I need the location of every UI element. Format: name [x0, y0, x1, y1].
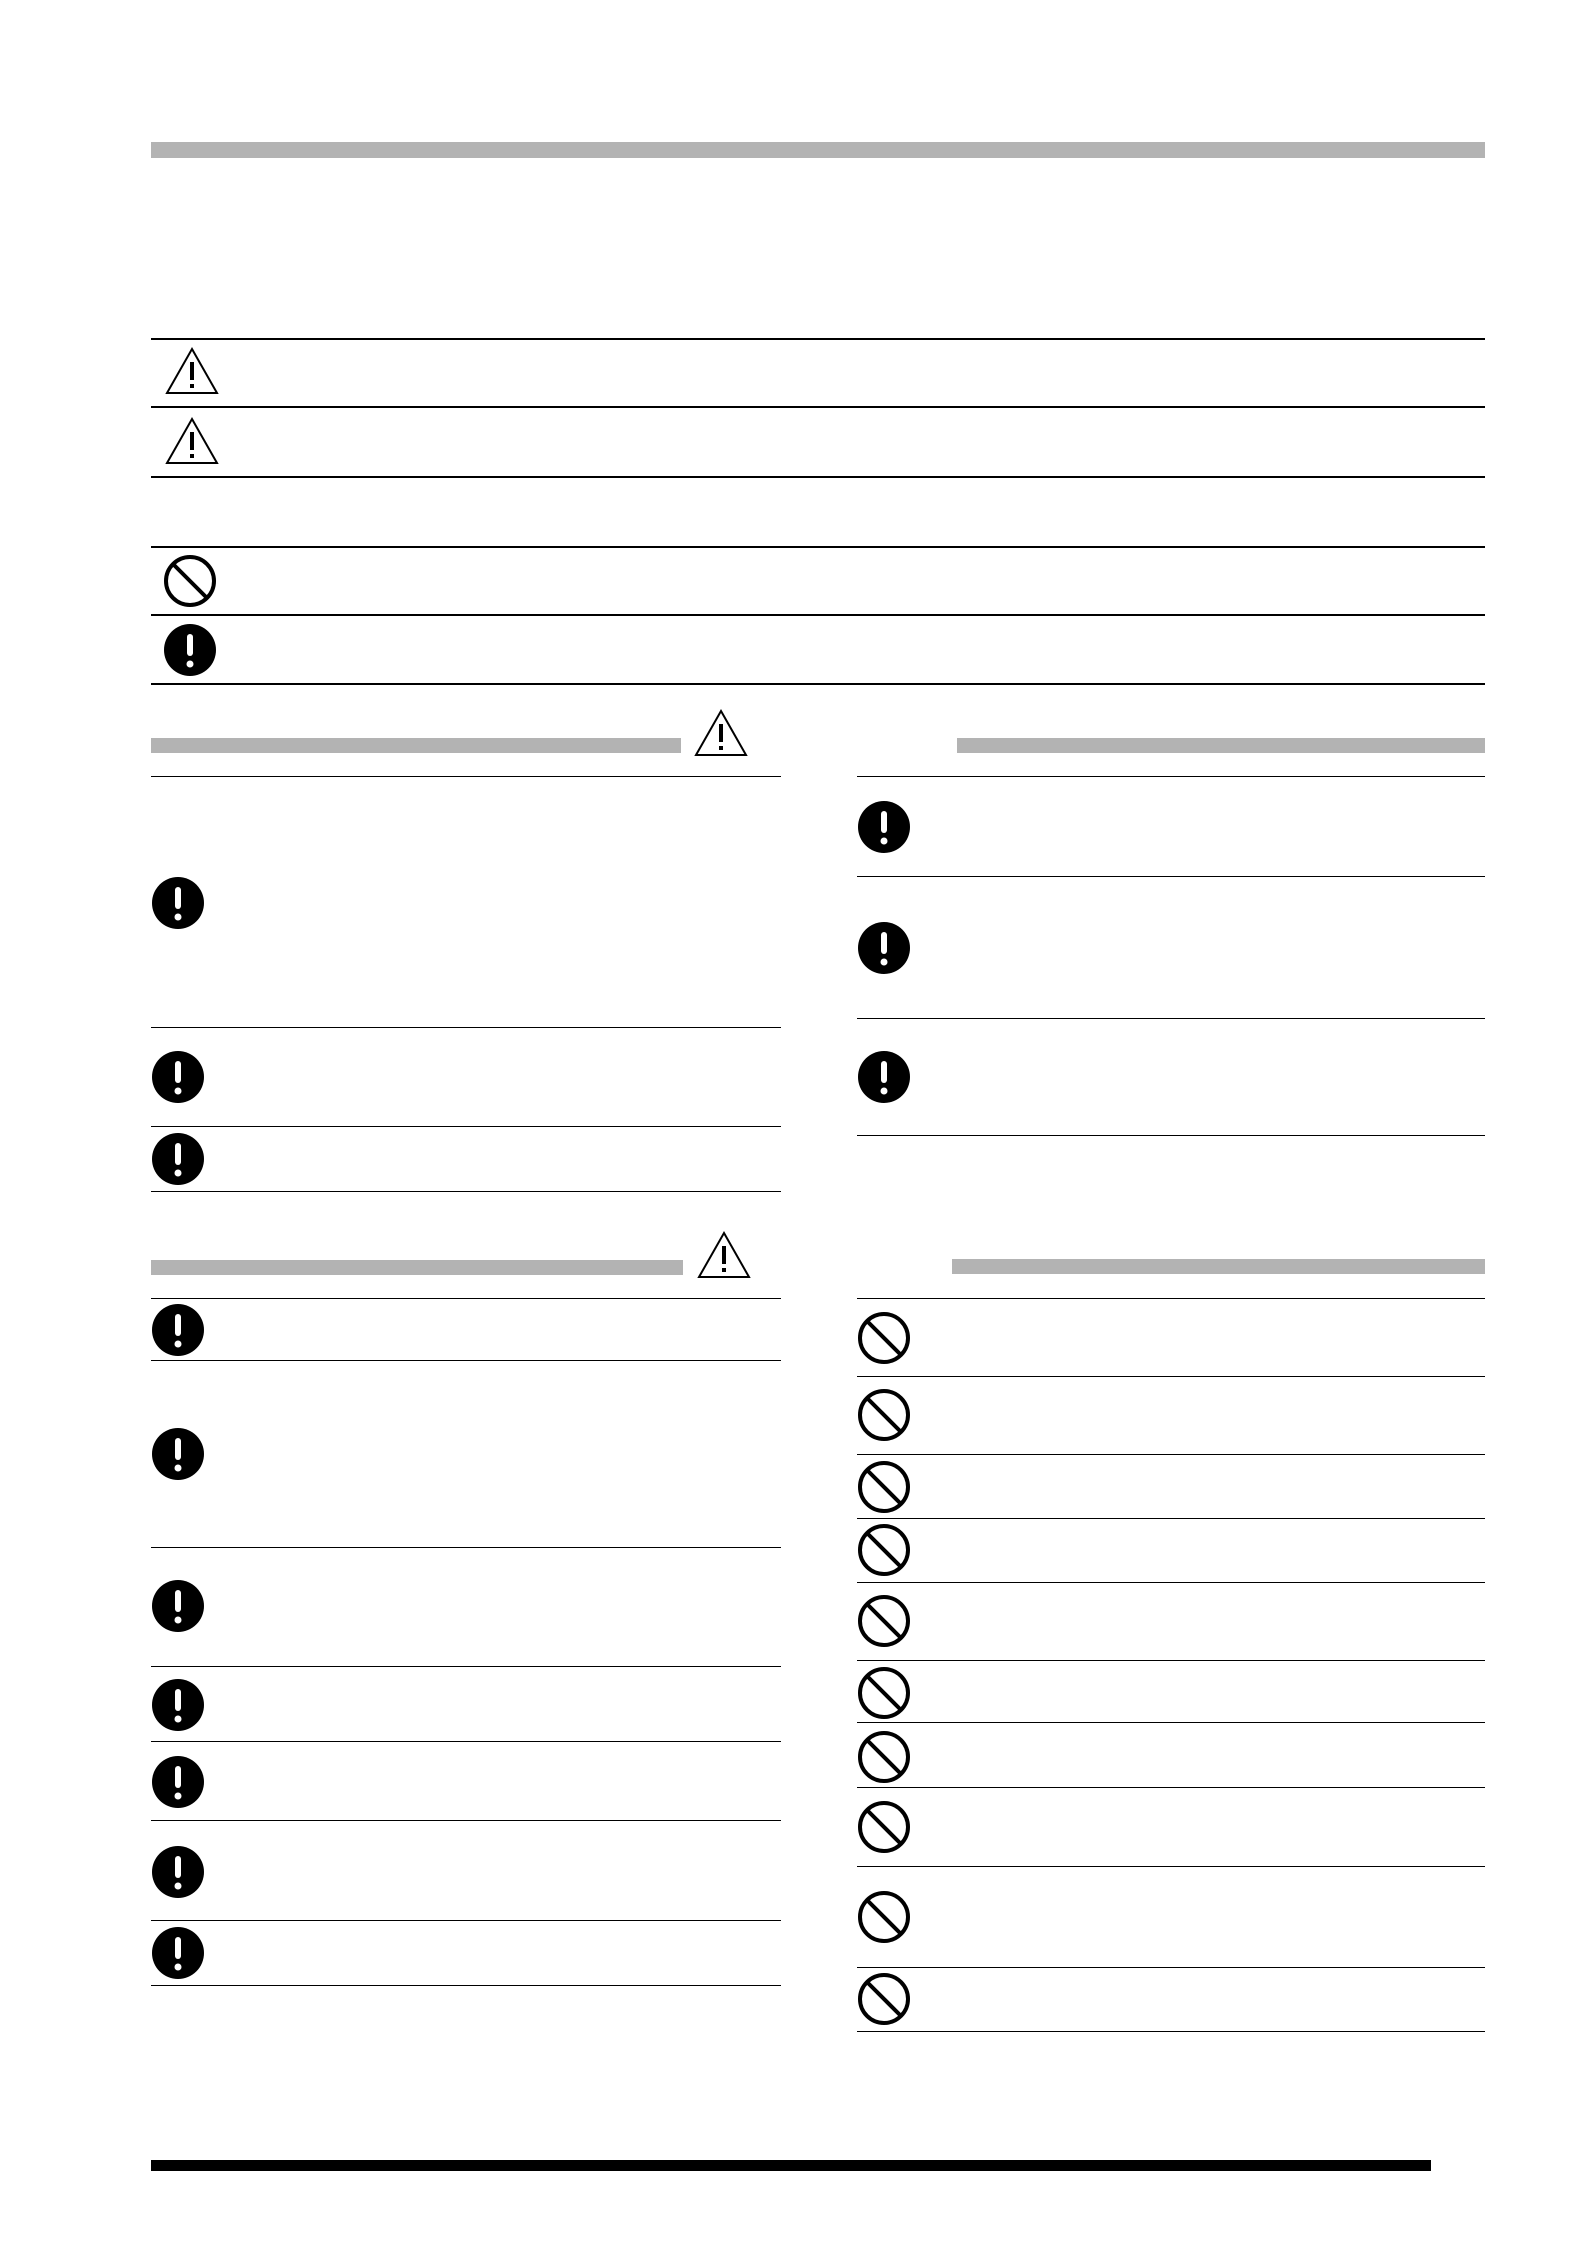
prohibition-icon [857, 1890, 911, 1944]
row-rule [857, 1787, 1485, 1788]
row-rule [857, 1018, 1485, 1019]
row-rule [151, 1985, 781, 1986]
row-rule [151, 1027, 781, 1028]
prohibition-icon [857, 1594, 911, 1648]
section-heading-bar [151, 738, 681, 753]
row-rule [857, 1376, 1485, 1377]
row-rule [857, 1722, 1485, 1723]
footer-bar [151, 2160, 1431, 2171]
mandatory-action-icon [151, 1926, 205, 1980]
prohibition-icon [857, 1730, 911, 1784]
legend-rule [151, 476, 1485, 478]
row-rule [857, 1454, 1485, 1455]
row-rule [151, 1547, 781, 1548]
row-rule [151, 1360, 781, 1361]
legend-rule [151, 406, 1485, 408]
legend-rule [151, 546, 1485, 548]
warning-triangle-icon [165, 346, 219, 396]
legend-rule [151, 683, 1485, 685]
row-rule [857, 876, 1485, 877]
prohibition-icon [857, 1388, 911, 1442]
mandatory-action-icon [151, 1132, 205, 1186]
mandatory-action-icon [857, 921, 911, 975]
mandatory-action-icon [151, 1427, 205, 1481]
row-rule [151, 1298, 781, 1299]
prohibition-icon [857, 1666, 911, 1720]
warning-triangle-icon [697, 1230, 751, 1280]
prohibition-icon [163, 554, 217, 608]
row-rule [857, 1298, 1485, 1299]
row-rule [151, 1666, 781, 1667]
mandatory-action-icon [163, 623, 217, 677]
row-rule [857, 1518, 1485, 1519]
mandatory-action-icon [857, 800, 911, 854]
legend-rule [151, 614, 1485, 616]
mandatory-action-icon [151, 1579, 205, 1633]
row-rule [857, 1866, 1485, 1867]
prohibition-icon [857, 1972, 911, 2026]
section-heading-bar [952, 1259, 1485, 1274]
section-heading-bar [151, 1260, 683, 1275]
row-rule [151, 1820, 781, 1821]
legend-rule [151, 338, 1485, 340]
row-rule [151, 1126, 781, 1127]
row-rule [857, 2031, 1485, 2032]
row-rule [151, 1741, 781, 1742]
mandatory-action-icon [857, 1050, 911, 1104]
mandatory-action-icon [151, 876, 205, 930]
row-rule [151, 776, 781, 777]
row-rule [857, 1967, 1485, 1968]
row-rule [857, 1660, 1485, 1661]
section-heading-bar [957, 738, 1485, 753]
mandatory-action-icon [151, 1678, 205, 1732]
row-rule [151, 1191, 781, 1192]
mandatory-action-icon [151, 1303, 205, 1357]
warning-triangle-icon [165, 416, 219, 466]
prohibition-icon [857, 1311, 911, 1365]
row-rule [857, 776, 1485, 777]
row-rule [857, 1135, 1485, 1136]
warning-triangle-icon [694, 708, 748, 758]
row-rule [151, 1920, 781, 1921]
mandatory-action-icon [151, 1845, 205, 1899]
prohibition-icon [857, 1523, 911, 1577]
prohibition-icon [857, 1800, 911, 1854]
row-rule [857, 1582, 1485, 1583]
header-bar [151, 142, 1485, 158]
prohibition-icon [857, 1460, 911, 1514]
mandatory-action-icon [151, 1755, 205, 1809]
mandatory-action-icon [151, 1050, 205, 1104]
